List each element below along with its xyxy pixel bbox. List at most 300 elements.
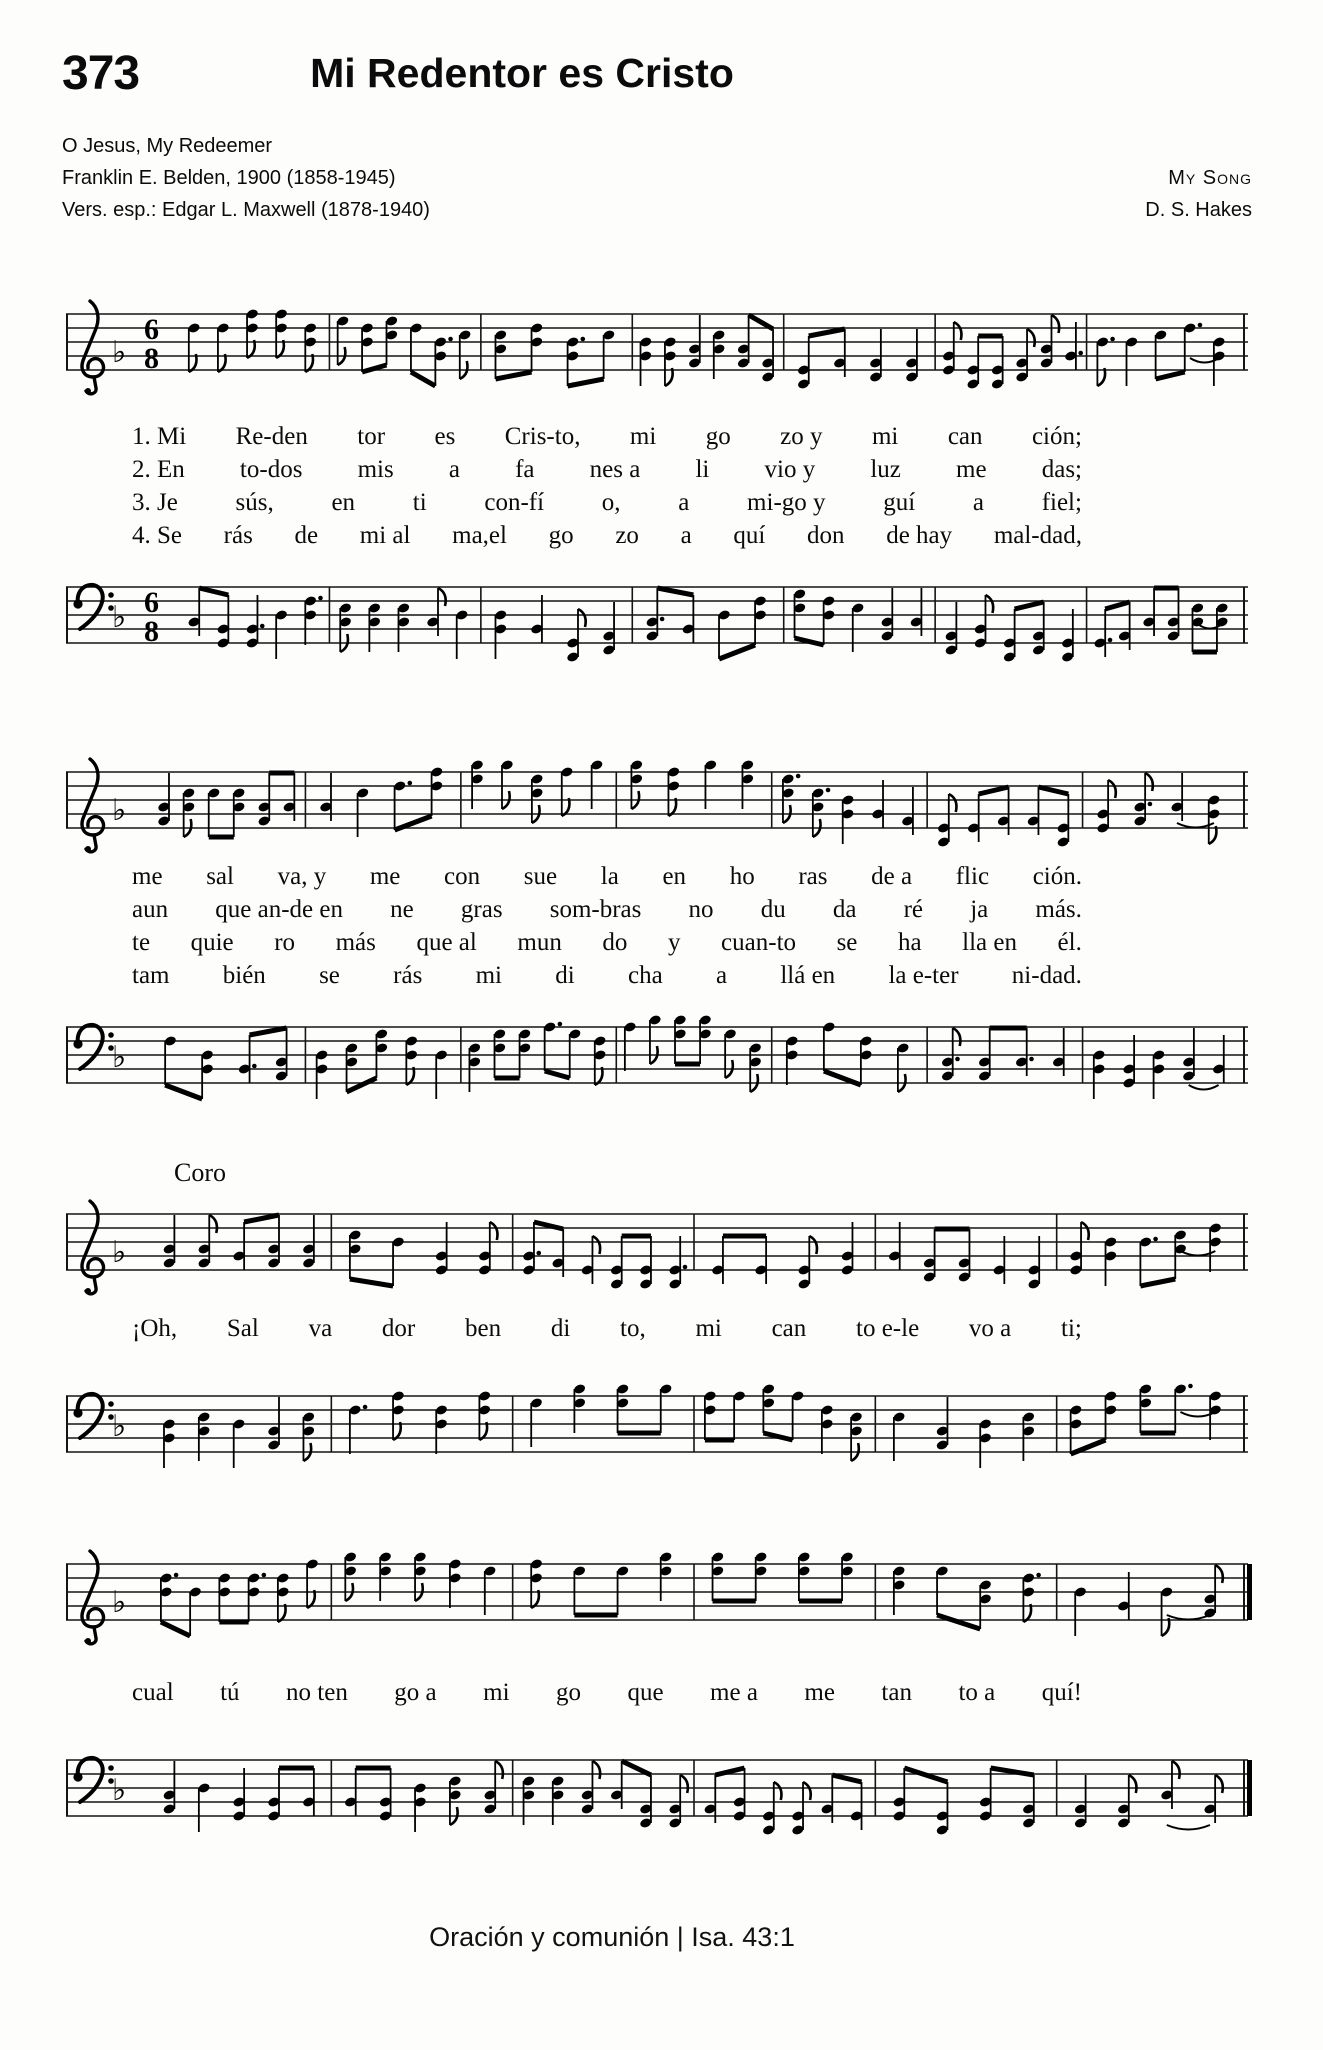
syllable: 3. Je bbox=[132, 489, 178, 516]
syllable: das; bbox=[1041, 456, 1082, 483]
note bbox=[1122, 1035, 1135, 1089]
note bbox=[936, 1565, 949, 1615]
syllable: a bbox=[972, 489, 984, 516]
syllable: mi bbox=[483, 1679, 510, 1706]
syllable: que al bbox=[416, 929, 477, 956]
syllable: aun bbox=[132, 896, 169, 923]
syllable: de a bbox=[871, 863, 913, 890]
syllable: mi bbox=[629, 423, 657, 450]
note bbox=[639, 336, 652, 386]
system3-bass-staff bbox=[62, 1372, 1252, 1502]
note bbox=[630, 759, 643, 809]
bass-clef-icon bbox=[73, 1394, 113, 1438]
note bbox=[871, 780, 884, 828]
note bbox=[639, 1236, 652, 1290]
syllable: lla en bbox=[962, 929, 1017, 956]
syllable: go bbox=[548, 522, 574, 549]
syllable: can bbox=[947, 423, 983, 450]
syllable: go a bbox=[394, 1679, 437, 1706]
note bbox=[1096, 780, 1116, 834]
syllable: tú bbox=[220, 1679, 240, 1706]
note bbox=[1022, 1411, 1035, 1461]
note bbox=[187, 322, 200, 372]
note bbox=[275, 609, 288, 659]
syllable: en bbox=[662, 863, 687, 890]
syllable: te bbox=[132, 929, 151, 956]
syllable: 4. Se bbox=[132, 522, 182, 549]
syllable: sue bbox=[523, 863, 558, 890]
note bbox=[560, 766, 573, 816]
note bbox=[414, 1782, 427, 1832]
note bbox=[991, 336, 1004, 390]
syllable: la e-ter bbox=[888, 962, 959, 989]
note bbox=[892, 1565, 905, 1615]
system3-treble-staff bbox=[62, 1190, 1252, 1320]
note bbox=[336, 315, 349, 365]
syllable: ja bbox=[970, 896, 989, 923]
note bbox=[405, 1035, 418, 1085]
syllable: sal bbox=[206, 863, 234, 890]
hymn-number: 373 bbox=[62, 47, 140, 100]
note bbox=[979, 1418, 992, 1468]
note bbox=[967, 794, 980, 842]
meta-left bbox=[62, 130, 430, 226]
note bbox=[304, 322, 317, 372]
flat-sign: ♭ bbox=[112, 1585, 127, 1620]
syllable: sús, bbox=[235, 489, 274, 516]
note bbox=[841, 1551, 854, 1601]
note bbox=[159, 1572, 178, 1622]
syllable: flic bbox=[955, 863, 990, 890]
note bbox=[590, 759, 603, 809]
syllable: ras bbox=[798, 863, 828, 890]
note bbox=[522, 1775, 535, 1825]
syllable: tan bbox=[881, 1679, 912, 1706]
syllable: Sal bbox=[226, 1315, 259, 1342]
note bbox=[361, 322, 374, 372]
note bbox=[1003, 609, 1016, 663]
syllable: con-fí bbox=[484, 489, 545, 516]
note bbox=[392, 1236, 405, 1286]
syllable: quie bbox=[190, 929, 234, 956]
syllable: se bbox=[836, 929, 858, 956]
syllable: fa bbox=[515, 456, 535, 483]
note bbox=[749, 1042, 762, 1092]
syllable: o, bbox=[601, 489, 621, 516]
note bbox=[1104, 1390, 1117, 1440]
note bbox=[232, 787, 245, 837]
note bbox=[302, 1768, 315, 1816]
note bbox=[232, 1768, 245, 1822]
note bbox=[397, 602, 410, 652]
note bbox=[811, 787, 830, 837]
note bbox=[344, 1551, 357, 1601]
syllable: li bbox=[695, 456, 710, 483]
system4-treble-staff bbox=[62, 1540, 1252, 1670]
note bbox=[356, 787, 369, 837]
syllable: ni-dad. bbox=[1011, 962, 1082, 989]
syllable: no ten bbox=[286, 1679, 348, 1706]
note bbox=[1152, 1049, 1165, 1099]
syllable: 1. Mi bbox=[132, 423, 187, 450]
note bbox=[1139, 1236, 1158, 1286]
lyric-line bbox=[132, 519, 1082, 552]
syllable: mi bbox=[871, 423, 899, 450]
syllable: don bbox=[807, 522, 845, 549]
note bbox=[791, 1390, 804, 1440]
flat-sign: ♭ bbox=[112, 1235, 127, 1270]
syllable: me bbox=[956, 456, 987, 483]
lyric-line bbox=[132, 420, 1082, 453]
syllable: Cris-to, bbox=[504, 423, 581, 450]
note bbox=[494, 609, 507, 659]
note bbox=[754, 1236, 767, 1284]
note bbox=[344, 1768, 357, 1816]
note bbox=[458, 329, 471, 379]
syllable: ho bbox=[729, 863, 755, 890]
note bbox=[348, 1229, 361, 1279]
note bbox=[494, 329, 507, 379]
tie bbox=[1189, 1085, 1219, 1090]
note bbox=[379, 1768, 392, 1822]
note bbox=[741, 759, 754, 809]
translator-line: Vers. esp.: Edgar L. Maxwell (1878-1940) bbox=[62, 199, 430, 221]
note bbox=[682, 595, 695, 643]
note bbox=[841, 794, 854, 844]
verse-block-a bbox=[132, 420, 1082, 552]
note bbox=[493, 1028, 506, 1078]
tune-name: My Song bbox=[1168, 167, 1252, 189]
syllable: se bbox=[319, 962, 340, 989]
note bbox=[711, 1236, 724, 1284]
note bbox=[189, 1586, 202, 1636]
note bbox=[435, 1404, 448, 1454]
system2-bass-staff bbox=[62, 1003, 1252, 1133]
system1-treble-staff bbox=[62, 290, 1252, 420]
note bbox=[733, 1390, 746, 1440]
note bbox=[754, 1551, 767, 1601]
syllable: él. bbox=[1057, 929, 1082, 956]
note bbox=[1207, 794, 1220, 844]
syllable: tor bbox=[357, 423, 386, 450]
note bbox=[375, 1028, 388, 1078]
note bbox=[197, 1782, 210, 1832]
note bbox=[979, 1768, 992, 1822]
note bbox=[718, 609, 731, 659]
note bbox=[435, 1049, 448, 1099]
coro-label: Coro bbox=[174, 1158, 226, 1187]
syllable: luz bbox=[870, 456, 901, 483]
note bbox=[791, 1782, 811, 1836]
lyric-line bbox=[132, 860, 1082, 893]
note bbox=[754, 595, 767, 645]
note bbox=[568, 1028, 581, 1078]
note bbox=[888, 1222, 901, 1270]
syllable: mun bbox=[517, 929, 562, 956]
syllable: que bbox=[627, 1679, 664, 1706]
note bbox=[471, 759, 484, 809]
note bbox=[1092, 1049, 1105, 1099]
syllable: di bbox=[555, 962, 575, 989]
treble-clef-icon bbox=[82, 301, 104, 394]
syllable: con bbox=[444, 863, 481, 890]
syllable: me a bbox=[710, 1679, 758, 1706]
note bbox=[530, 322, 543, 372]
note bbox=[276, 1572, 289, 1622]
note bbox=[616, 1383, 629, 1433]
note bbox=[841, 1222, 854, 1276]
page-title: Mi Redentor es Cristo bbox=[310, 50, 734, 96]
note bbox=[468, 1042, 481, 1092]
note bbox=[182, 787, 195, 837]
syllable: a bbox=[678, 489, 690, 516]
note bbox=[668, 1236, 687, 1290]
note bbox=[979, 1579, 992, 1629]
syllable: go bbox=[556, 1679, 581, 1706]
lyric-line bbox=[132, 959, 1082, 992]
note bbox=[793, 588, 806, 638]
note bbox=[302, 1411, 315, 1461]
time-signature-bottom: 8 bbox=[144, 615, 159, 648]
note bbox=[197, 1411, 210, 1461]
note bbox=[315, 1049, 328, 1099]
note bbox=[478, 1222, 498, 1276]
note bbox=[247, 1572, 266, 1622]
syllable: mi al bbox=[359, 522, 411, 549]
note bbox=[164, 1035, 177, 1085]
note bbox=[850, 1411, 863, 1461]
note bbox=[483, 1565, 496, 1615]
note bbox=[1209, 1222, 1222, 1272]
note bbox=[659, 1383, 672, 1433]
meta-right bbox=[1145, 162, 1252, 226]
syllable: go bbox=[705, 423, 731, 450]
note bbox=[1093, 609, 1112, 657]
note bbox=[345, 1042, 358, 1092]
note bbox=[610, 1236, 623, 1290]
note bbox=[724, 1028, 737, 1078]
note bbox=[530, 595, 543, 643]
note bbox=[1056, 794, 1069, 848]
flat-sign: ♭ bbox=[112, 1773, 127, 1808]
note bbox=[348, 1404, 367, 1454]
note bbox=[207, 787, 220, 837]
syllable: zo y bbox=[780, 423, 823, 450]
note bbox=[974, 595, 994, 649]
note bbox=[238, 1035, 257, 1083]
lyric-line bbox=[132, 926, 1082, 959]
syllable: y bbox=[667, 929, 681, 956]
syllable: cha bbox=[627, 962, 663, 989]
page-content bbox=[62, 0, 1252, 2050]
note bbox=[663, 336, 676, 386]
note bbox=[566, 336, 585, 386]
note bbox=[339, 602, 352, 652]
note bbox=[623, 1021, 636, 1071]
meta-block bbox=[62, 130, 1252, 226]
note bbox=[304, 595, 323, 645]
note bbox=[379, 1551, 392, 1601]
note bbox=[530, 1397, 543, 1447]
note bbox=[1069, 1222, 1089, 1276]
note bbox=[892, 1411, 905, 1461]
treble-clef-icon bbox=[82, 759, 104, 852]
lyric-line bbox=[132, 893, 1082, 926]
note bbox=[674, 1014, 687, 1064]
chorus-line-a bbox=[132, 1312, 1082, 1345]
syllable: mis bbox=[357, 456, 394, 483]
note bbox=[785, 1035, 798, 1085]
syllable: ha bbox=[897, 929, 922, 956]
syllable: ro bbox=[274, 929, 296, 956]
note bbox=[896, 1042, 909, 1092]
flat-sign: ♭ bbox=[112, 335, 127, 370]
system2-treble-staff bbox=[62, 748, 1252, 878]
lyric-line bbox=[132, 1676, 1082, 1709]
note bbox=[448, 1775, 461, 1825]
syllable: ción. bbox=[1032, 863, 1082, 890]
lyric-line bbox=[132, 1312, 1082, 1345]
syllable: guí bbox=[883, 489, 916, 516]
chorus-line-b bbox=[132, 1676, 1082, 1709]
note bbox=[455, 609, 468, 659]
syllable: va, y bbox=[277, 863, 327, 890]
syllable: ben bbox=[464, 1315, 502, 1342]
note bbox=[392, 1390, 405, 1440]
syllable: vio y bbox=[764, 456, 816, 483]
note bbox=[659, 1551, 672, 1601]
syllable: to a bbox=[958, 1679, 996, 1706]
note bbox=[1183, 322, 1202, 372]
syllable: ti; bbox=[1061, 1315, 1082, 1342]
note bbox=[699, 1014, 712, 1064]
syllable: de bbox=[294, 522, 319, 549]
note bbox=[246, 595, 265, 649]
syllable: gras bbox=[460, 896, 503, 923]
note bbox=[232, 1418, 245, 1468]
syllable: ne bbox=[390, 896, 414, 923]
note bbox=[1125, 336, 1138, 386]
note bbox=[216, 595, 229, 649]
note bbox=[820, 1404, 833, 1454]
syllable: to e-le bbox=[856, 1315, 920, 1342]
flat-sign: ♭ bbox=[112, 1409, 127, 1444]
syllable: a bbox=[715, 962, 728, 989]
system4-bass-staff bbox=[62, 1736, 1252, 1866]
final-barline bbox=[1247, 1564, 1252, 1620]
note bbox=[409, 322, 422, 372]
syllable: vo a bbox=[968, 1315, 1012, 1342]
syllable: mi-go y bbox=[747, 489, 826, 516]
flat-sign: ♭ bbox=[112, 600, 127, 635]
bass-clef-icon bbox=[73, 1758, 113, 1802]
syllable: Re-den bbox=[235, 423, 308, 450]
syllable: no bbox=[688, 896, 714, 923]
flat-sign: ♭ bbox=[112, 793, 127, 828]
note bbox=[667, 766, 680, 816]
syllable: mi bbox=[475, 962, 502, 989]
syllable: ti bbox=[412, 489, 427, 516]
note bbox=[822, 595, 835, 645]
note bbox=[306, 1558, 319, 1608]
syllable: nes a bbox=[589, 456, 641, 483]
note bbox=[593, 1035, 606, 1085]
note bbox=[530, 1558, 543, 1608]
bass-clef-icon bbox=[73, 1025, 113, 1069]
note bbox=[1212, 1035, 1225, 1083]
syllable: a bbox=[680, 522, 692, 549]
note bbox=[1154, 329, 1167, 379]
note bbox=[434, 336, 453, 386]
syllable: de hay bbox=[886, 522, 953, 549]
note bbox=[201, 1049, 214, 1099]
note bbox=[937, 794, 957, 848]
treble-clef-icon bbox=[82, 1551, 104, 1644]
syllable: ma,el bbox=[452, 522, 507, 549]
note bbox=[942, 322, 962, 376]
time-signature-bottom: 8 bbox=[144, 342, 159, 375]
syllable: to-dos bbox=[239, 456, 303, 483]
syllable: da bbox=[832, 896, 857, 923]
note bbox=[733, 1768, 746, 1822]
note bbox=[163, 1418, 176, 1468]
syllable: di bbox=[550, 1315, 571, 1342]
syllable: llá en bbox=[780, 962, 836, 989]
note bbox=[966, 336, 979, 390]
note bbox=[478, 1390, 491, 1440]
note bbox=[448, 1558, 461, 1608]
note bbox=[275, 308, 288, 358]
note bbox=[1061, 609, 1074, 663]
note bbox=[566, 609, 586, 663]
syllable: 2. En bbox=[132, 456, 185, 483]
note bbox=[1074, 1586, 1087, 1636]
note bbox=[1069, 1404, 1082, 1454]
syllable: du bbox=[760, 896, 786, 923]
note bbox=[522, 1222, 541, 1276]
note bbox=[859, 1035, 872, 1085]
footer-category: Oración y comunión | Isa. 43:1 bbox=[429, 1922, 795, 1952]
time-signature-top: 6 bbox=[144, 586, 159, 619]
note bbox=[581, 1236, 601, 1284]
syllable: mi bbox=[695, 1315, 722, 1342]
note bbox=[414, 1551, 427, 1601]
syllable: en bbox=[331, 489, 356, 516]
original-title: O Jesus, My Redeemer bbox=[62, 135, 273, 157]
note bbox=[616, 1565, 629, 1615]
note bbox=[797, 336, 810, 390]
note bbox=[246, 308, 259, 358]
note bbox=[573, 1383, 586, 1433]
note bbox=[851, 602, 864, 652]
note bbox=[530, 773, 543, 823]
tie bbox=[1167, 1825, 1210, 1830]
verse-block-b bbox=[132, 860, 1082, 992]
syllable: que an-de en bbox=[215, 896, 343, 923]
syllable: tam bbox=[132, 962, 170, 989]
note bbox=[762, 1782, 782, 1836]
note bbox=[1160, 1586, 1173, 1636]
syllable: do bbox=[602, 929, 628, 956]
time-signature-top: 6 bbox=[144, 313, 159, 346]
syllable: fiel; bbox=[1041, 489, 1082, 516]
syllable: zo bbox=[615, 522, 639, 549]
syllable: va bbox=[308, 1315, 333, 1342]
note bbox=[1117, 1572, 1130, 1620]
note bbox=[1022, 1572, 1041, 1622]
note bbox=[762, 1383, 775, 1433]
syllable: más. bbox=[1035, 896, 1082, 923]
